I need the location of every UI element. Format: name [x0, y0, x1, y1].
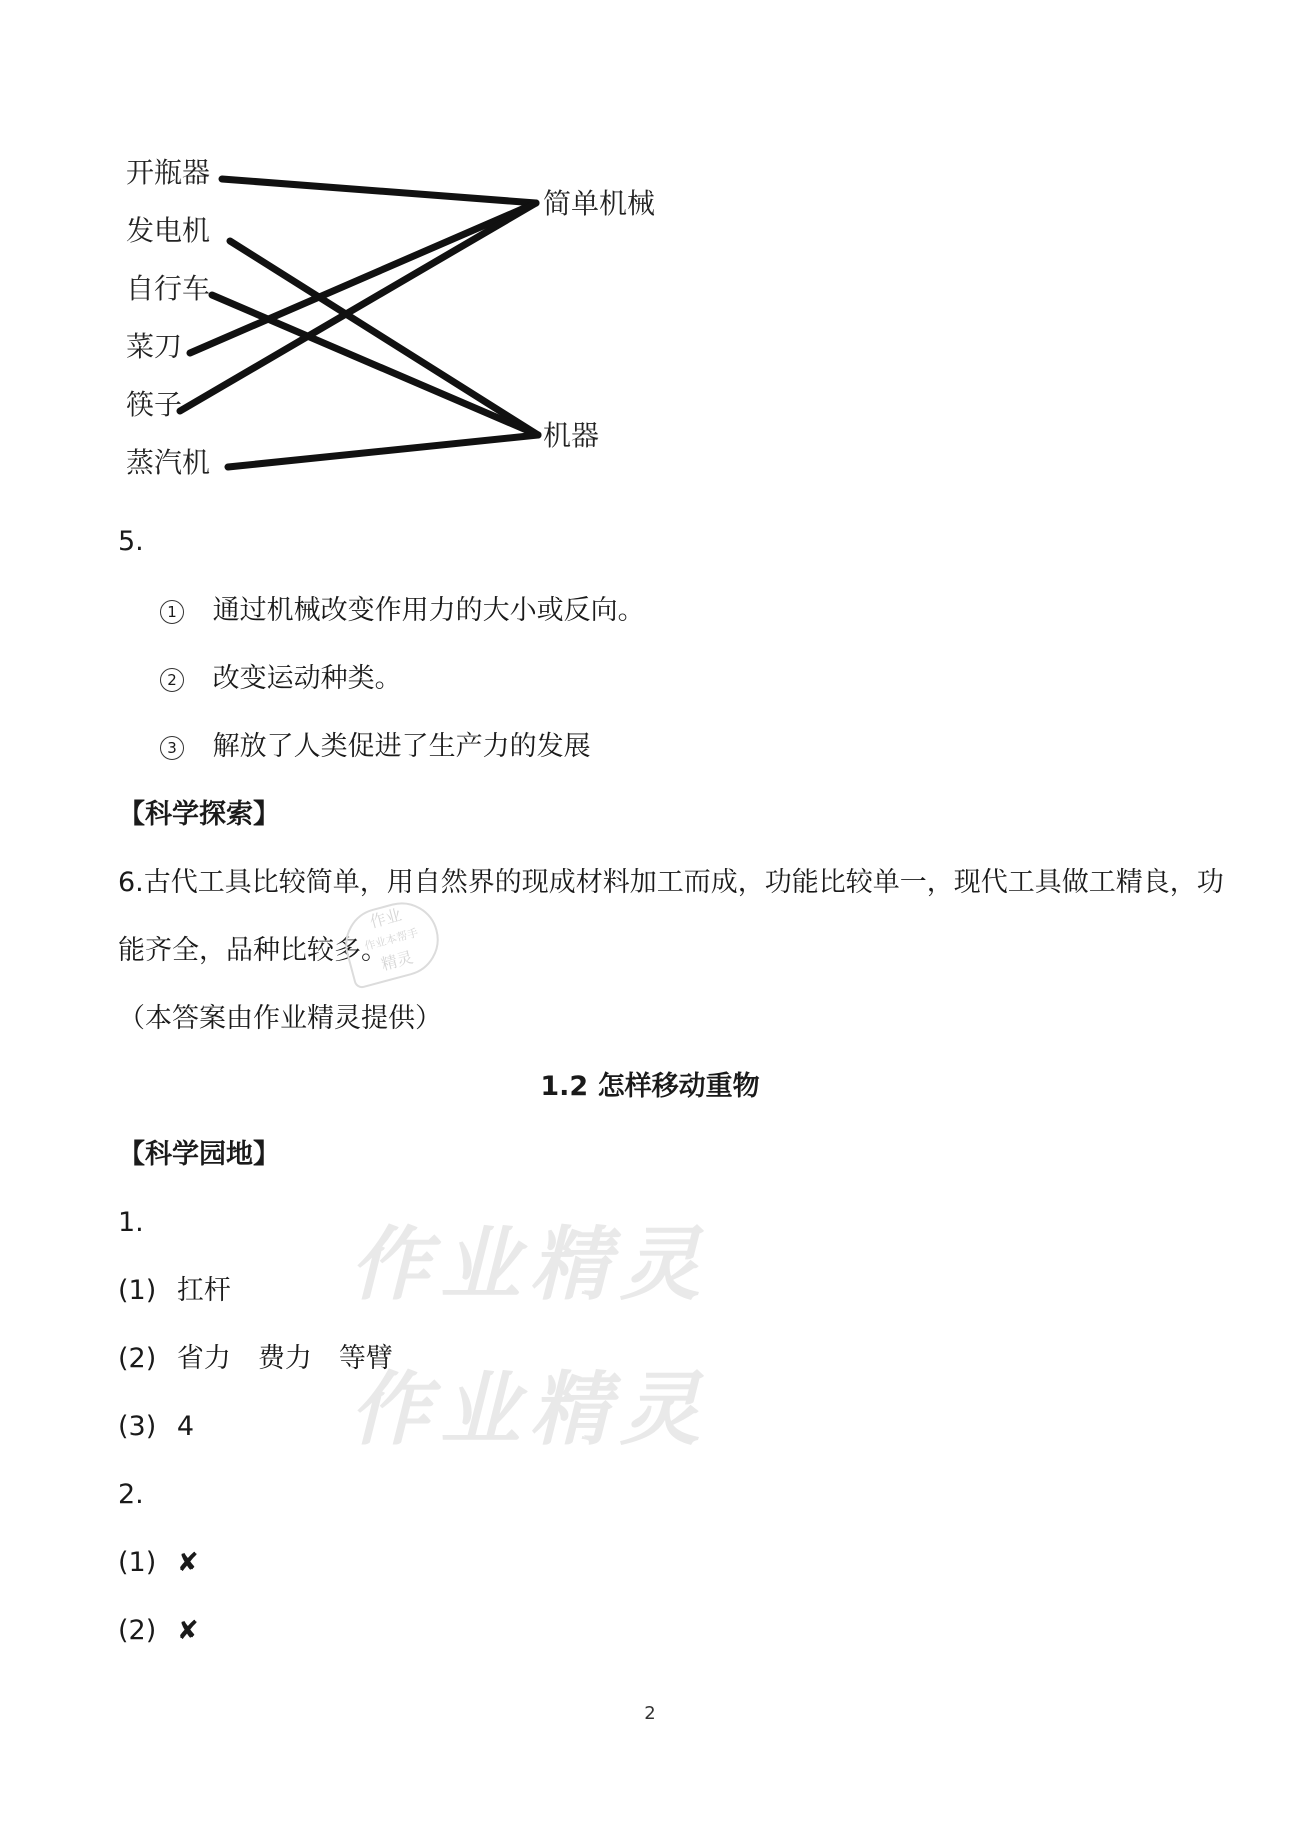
circled-number-3: 3 — [160, 736, 184, 760]
q1-item-1-answer: 扛杆 — [176, 1275, 231, 1306]
q2-item-2-label: (2) — [118, 1615, 157, 1646]
q1-item-2 — [118, 1342, 393, 1376]
q5-item-3 — [160, 730, 591, 764]
left-item-bicycle: 自行车 — [126, 272, 211, 305]
q1-item-3-label: (3) — [118, 1411, 157, 1442]
q1-item-2-label: (2) — [118, 1343, 157, 1374]
q5-item-2 — [160, 662, 402, 696]
q2-item-1-label: (1) — [118, 1547, 157, 1578]
q1-item-3-answer: 4 — [176, 1411, 195, 1442]
left-item-chopsticks: 筷子 — [126, 388, 183, 421]
line-knife-simple — [190, 203, 536, 353]
line-bottle-opener-simple — [222, 179, 536, 203]
q1-item-2-answer: 省力 费力 等臂 — [176, 1343, 393, 1374]
q5-item-1-text: 通过机械改变作用力的大小或反向。 — [212, 595, 645, 626]
watermark-text-1: 作业精灵 — [350, 1218, 710, 1311]
q6-line-2: 能齐全，品种比较多。 — [118, 935, 388, 966]
circled-number-1: 1 — [160, 600, 184, 624]
watermark-seal-line-2: 作业本帮手 — [363, 926, 420, 953]
left-item-knife: 菜刀 — [126, 330, 183, 363]
q1-item-1 — [118, 1274, 231, 1308]
section-heading-explore: 【科学探索】 — [118, 799, 280, 830]
cross-mark-icon: ✘ — [176, 1616, 199, 1646]
q2-number: 2. — [118, 1479, 144, 1510]
q2-item-2 — [118, 1614, 199, 1648]
q1-number: 1. — [118, 1207, 144, 1238]
line-steam-engine-machine — [228, 435, 538, 467]
section-heading-garden: 【科学园地】 — [118, 1139, 280, 1170]
q5-item-3-text: 解放了人类促进了生产力的发展 — [212, 731, 591, 762]
watermark-seal-line-1: 作业 — [367, 905, 404, 932]
q5-item-2-text: 改变运动种类。 — [212, 663, 402, 694]
cross-mark-icon: ✘ — [176, 1548, 199, 1578]
q5-number: 5. — [118, 526, 144, 557]
watermark-seal — [337, 894, 447, 990]
q1-item-1-label: (1) — [118, 1275, 157, 1306]
q5-item-1 — [160, 594, 645, 628]
q1-item-3 — [118, 1410, 194, 1444]
q6-line-1: 6.古代工具比较简单，用自然界的现成材料加工而成，功能比较单一，现代工具做工精良，功 — [118, 867, 1224, 898]
watermark-text-2: 作业精灵 — [350, 1363, 710, 1456]
page-number: 2 — [644, 1703, 656, 1724]
left-item-generator: 发电机 — [126, 214, 211, 247]
watermark-seal-line-3: 精灵 — [379, 947, 415, 975]
right-item-simple-machine: 简单机械 — [543, 187, 656, 220]
source-note: （本答案由作业精灵提供） — [118, 1003, 442, 1034]
right-item-machine: 机器 — [543, 419, 600, 452]
lesson-title: 1.2 怎样移动重物 — [540, 1071, 760, 1102]
circled-number-2: 2 — [160, 668, 184, 692]
q2-item-1 — [118, 1546, 199, 1580]
left-item-steam-engine: 蒸汽机 — [126, 446, 211, 479]
matching-diagram — [118, 143, 674, 493]
left-item-bottle-opener: 开瓶器 — [126, 156, 211, 189]
